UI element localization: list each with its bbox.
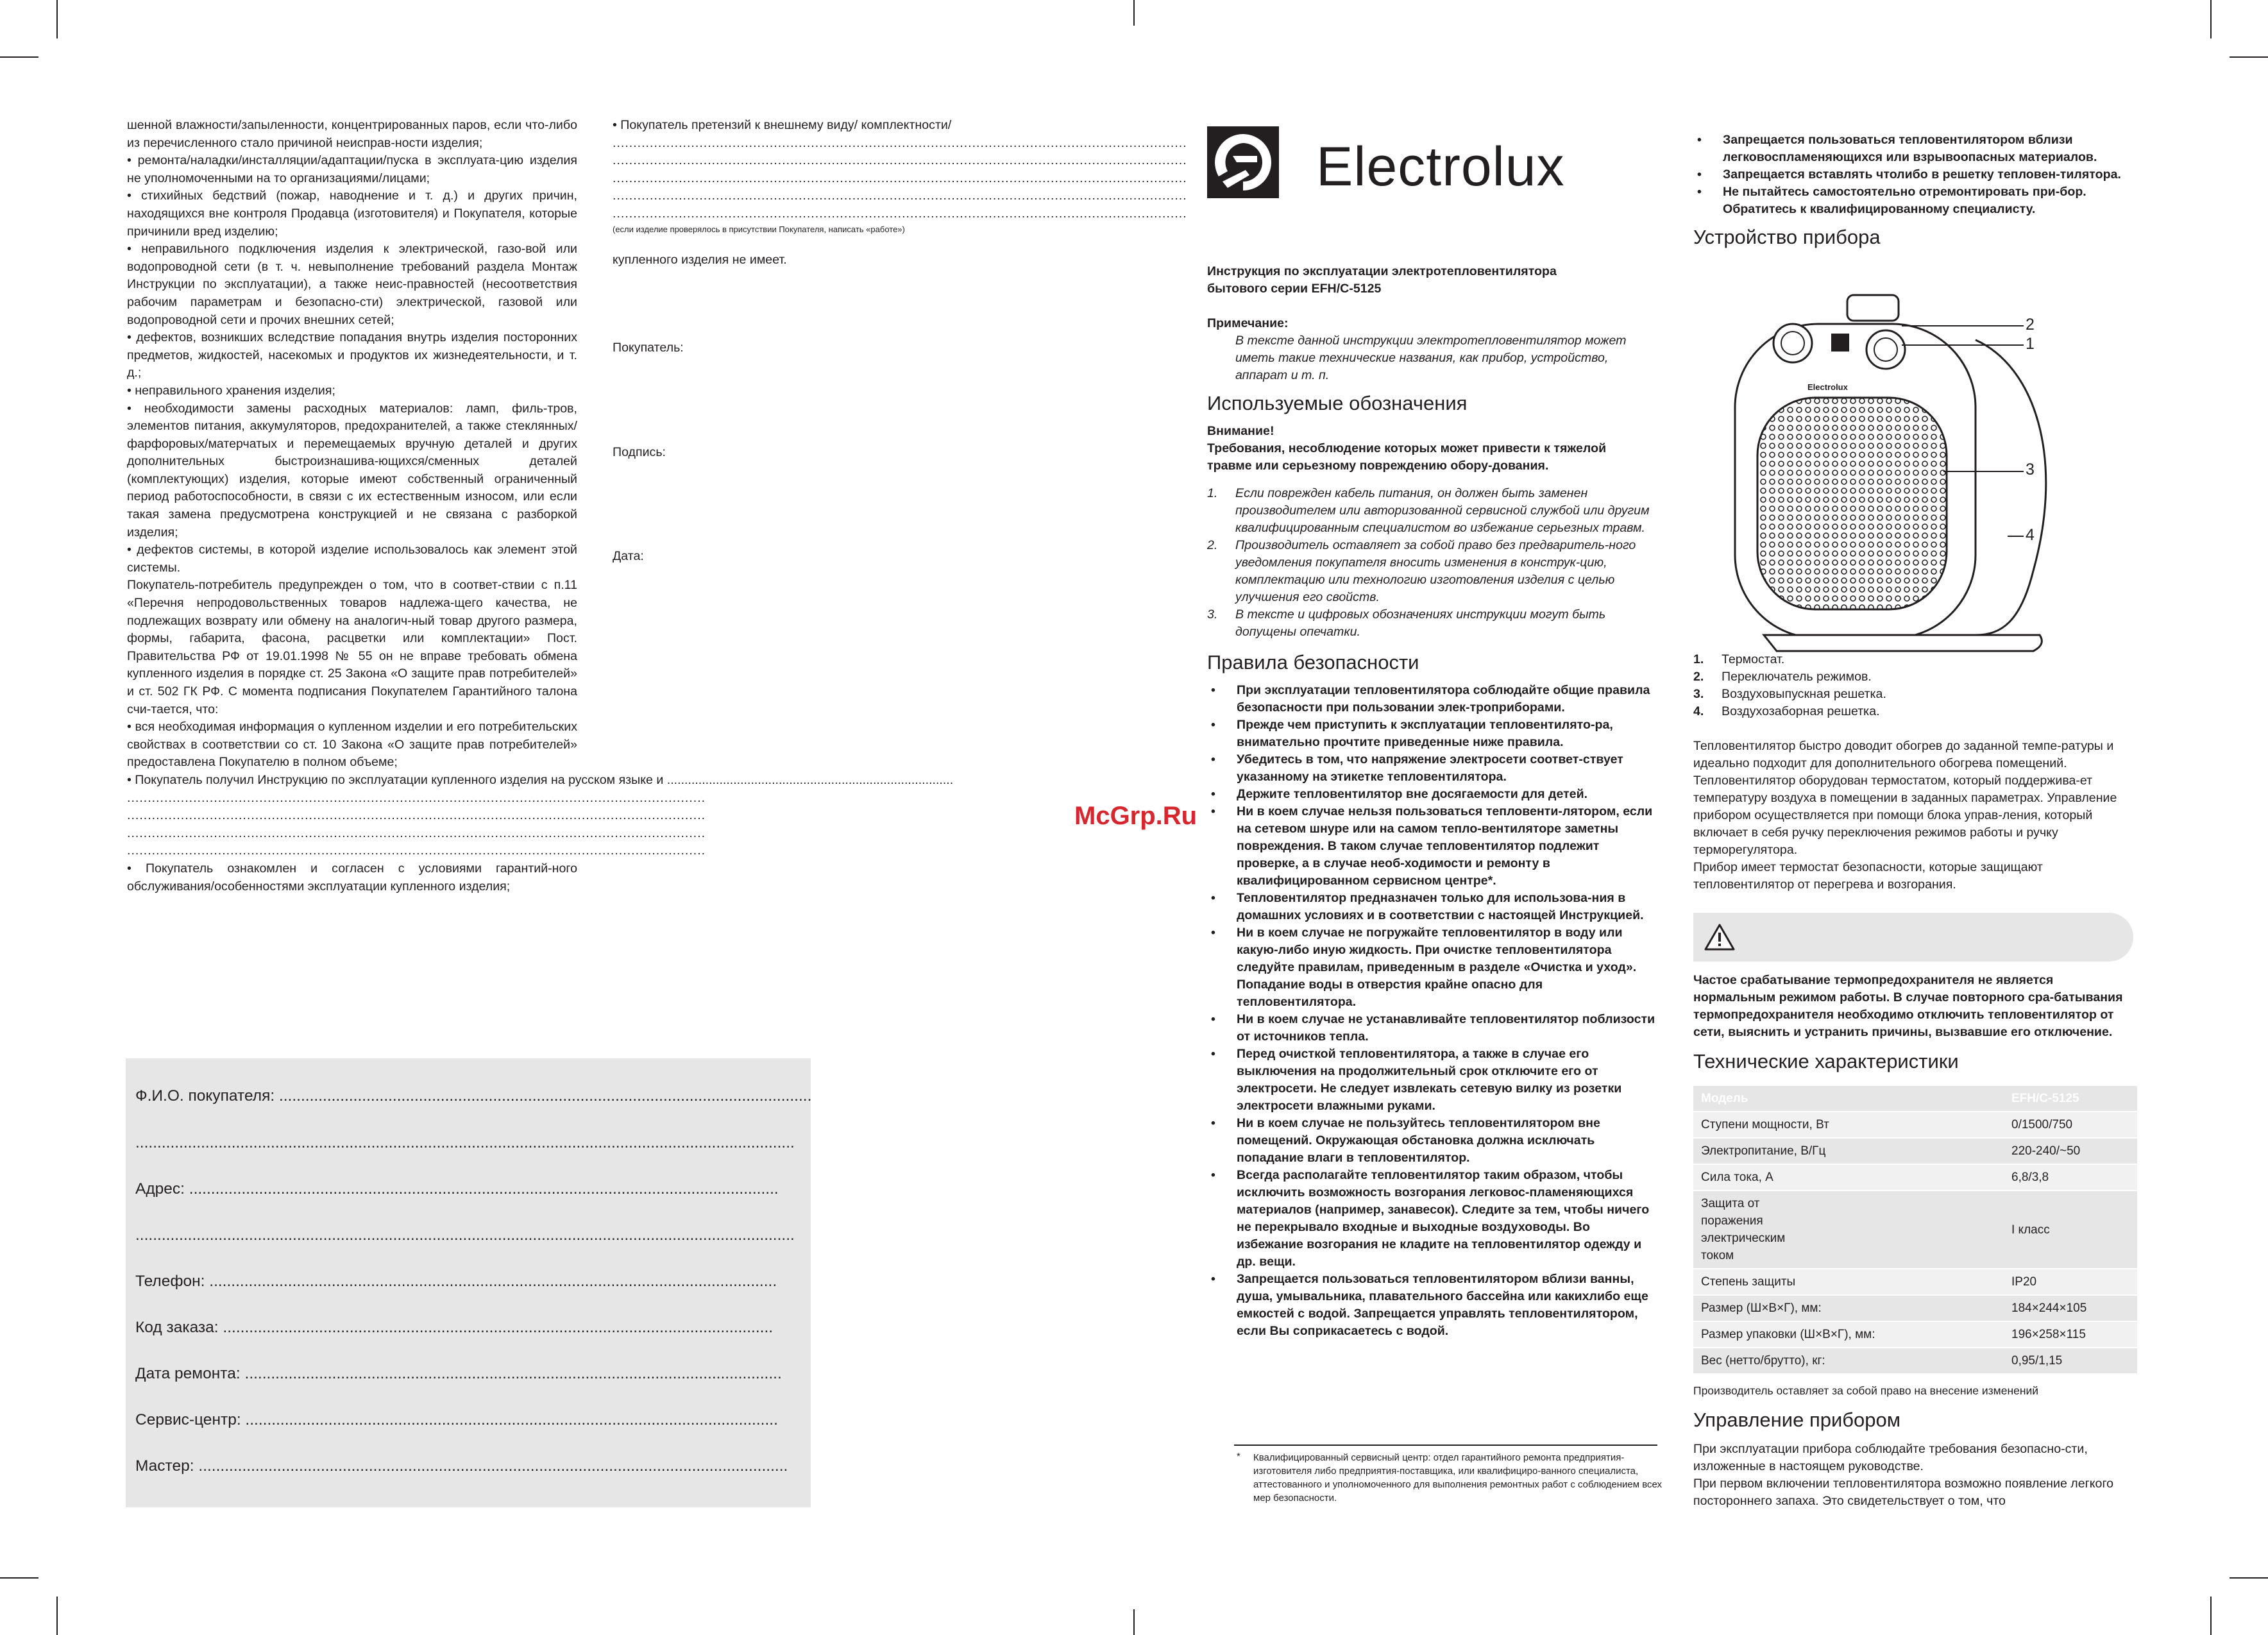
crop-mark — [56, 0, 58, 38]
safety-rule: • Запрещается пользоваться тепловентилятором вблизи легковоспламеняющихся или взрывоопасных материалов. — [1693, 131, 2142, 166]
crop-mark — [1133, 0, 1135, 26]
crop-mark — [2230, 1577, 2268, 1579]
warranty-paragraph: • вся необходимая информация о купленном изделии и его потребительских свойствах в соответствии со ст. 10 Закона «О защите прав потребителей» предоставлена Покупателю в полном объеме; — [127, 720, 577, 770]
safety-rule: • Держите тепловентилятор вне досягаемости для детей. — [1207, 786, 1656, 803]
form-field-label: Мастер: — [135, 1457, 194, 1475]
part-number: 4. — [1693, 704, 1704, 718]
form-field-repair-date[interactable]: Дата ремонта: ........................................................................................................................... — [135, 1365, 782, 1382]
warranty-paragraph: • ремонта/наладки/инсталляции/адаптации/пуска в эксплуата-цию изделия не уполномоченными на то организациями/лицами; — [127, 153, 577, 185]
attention-label: Внимание! — [1207, 424, 1274, 438]
fill-line: ............................................................................................................................................ — [127, 808, 706, 823]
part-text: Воздухозаборная решетка. — [1722, 704, 1880, 718]
footnote: Квалифицированный сервисный центр: отдел гарантийного ремонта предприятия-изготовителя либо предприятия-поставщика, или квалифициро-ванного специалиста, аттестованного и уполномоченного для выполнения ремонтных работ с соблюдением всех мер безопасности. — [1253, 1452, 1663, 1504]
warranty-paragraph: • дефектов, возникших вследствие попадания внутрь изделия посторонних предметов, жидкостей, насекомых и продуктов их жизнедеятельности, и т. д.; — [127, 330, 577, 380]
header-cell: Модель — [1693, 1086, 2004, 1112]
form-field-label: Дата ремонта: — [135, 1365, 241, 1382]
description-paragraph: Тепловентилятор оборудован термостатом, который поддержива-ет температуру воздуха в помещении в заданных параметрах. Управление прибором осуществляется при помощи блока управ-ления, который включает в себя ручку переключения режимов работы и ручку терморегулятора. — [1693, 774, 2117, 857]
part-number: 3. — [1693, 687, 1704, 701]
item-number: 2. — [1207, 538, 1218, 552]
specs-table — [1693, 1086, 2137, 1375]
notes-list — [1207, 485, 1656, 641]
safety-rule: • Тепловентилятор предназначен только для использова-ния в домашних условиях и в соответствии с настоящей Инструкцией. — [1207, 890, 1656, 924]
form-field-label: Код заказа: — [135, 1319, 219, 1336]
table-row — [1693, 1321, 2137, 1348]
no-claims-text: купленного изделия не имеет. — [613, 252, 787, 267]
buyer-confirmation-column — [613, 117, 1187, 566]
table-row — [1693, 1164, 2137, 1190]
note-text: В тексте данной инструкции электротепловентилятор может иметь такие технические названия, как прибор, устройство, аппарат и т. п. — [1235, 334, 1627, 382]
signature-label: Подпись: — [613, 445, 666, 459]
specs-note: Производитель оставляет за собой право на внесение изменений — [1693, 1384, 2039, 1397]
spec-value: 196×258×115 — [2004, 1321, 2137, 1348]
footnote-mark: * — [1237, 1451, 1240, 1462]
warranty-paragraph: • Покупатель ознакомлен и согласен с условиями гарантий-ного обслуживания/особенностями эксплуатации купленного изделия; — [127, 861, 577, 894]
list-item — [1207, 485, 1656, 537]
item-text: Производитель оставляет за собой право без предваритель-ного уведомления покупателя вносить изменения в конструк-цию, комплектацию или технологию изготовления изделия с целью улучшения его свойств. — [1235, 538, 1636, 604]
control-paragraph: При первом включении тепловентилятора возможно появление легкого постороннего запаха. Это свидетельствует о том, что — [1693, 1477, 2114, 1508]
part-item — [1693, 651, 2142, 668]
callout-1: 1 — [2026, 335, 2035, 353]
brand-name: Electrolux — [1316, 136, 1565, 198]
crop-mark — [2230, 56, 2268, 58]
crop-mark — [2210, 1597, 2212, 1635]
header-cell: EFH/C-5125 — [2004, 1086, 2137, 1112]
device-logo-label: Electrolux — [1807, 382, 1848, 392]
spec-value: 6,8/3,8 — [2004, 1164, 2137, 1190]
safety-rule: • Ни в коем случае не пользуйтесь тепловентилятором вне помещений. Окружающая обстановка должна исключать попадание влаги в тепловентилятор. — [1207, 1115, 1656, 1167]
attention-text: Требования, несоблюдение которых может привести к тяжелой травме или серьезному повреждению обору-дования. — [1207, 441, 1607, 473]
symbols-heading: Используемые обозначения — [1207, 392, 1468, 414]
form-field-label: Телефон: — [135, 1273, 205, 1290]
form-field-buyer-name[interactable]: Ф.И.О. покупателя: .......................................................................................................................... — [135, 1087, 812, 1105]
footnote-rule — [1234, 1444, 1657, 1446]
warranty-paragraph: • неправильного подключения изделия к электрической, газо-вой или водопроводной сети (в т. ч. невыполнение требований раздела Монтаж Инструкции по эксплуатации), а также неис-правностей (несоответствия рабочим параметрам и безопасно-сти) электрической, газовой или водопроводной сети и прочих внешних сетей; — [127, 242, 577, 327]
list-item — [1207, 537, 1656, 606]
warranty-paragraph: • неправильного хранения изделия; — [127, 383, 335, 398]
spec-name: Вес (нетто/брутто), кг: — [1693, 1348, 2004, 1374]
crop-mark — [1133, 1609, 1135, 1635]
fill-line: ........................................................................................................................................... — [613, 153, 1187, 168]
spec-name: Сила тока, А — [1693, 1164, 2004, 1190]
part-text: Термостат. — [1722, 652, 1785, 666]
safety-rule: • Прежде чем приступить к эксплуатации тепловентилято-ра, внимательно прочтите приведенные ниже правила. — [1207, 716, 1656, 751]
electrolux-logo — [1207, 126, 1618, 198]
warning-text: Частое срабатывание термопредохранителя не является нормальным режимом работы. В случае повторного сра-батывания термопредохранителя необходимо отключить тепловентилятор от сети, выяснить и устранить причины, вызвавшие его отключение. — [1693, 973, 2123, 1039]
table-row — [1693, 1348, 2137, 1374]
warranty-paragraph: • стихийных бедствий (пожар, наводнение и т. д.) и других причин, находящихся вне контроля Продавца (изготовителя) и Покупателя, которые причинили вред изделию; — [127, 189, 577, 239]
item-number: 3. — [1207, 607, 1218, 622]
manual-title: Инструкция по эксплуатации электротепловентилятора бытового серии EFH/C-5125 — [1207, 264, 1557, 296]
warranty-paragraph: • дефектов системы, в которой изделие использовалось как элемент этой системы. — [127, 543, 577, 575]
spec-value: 0/1500/750 — [2004, 1112, 2137, 1138]
callout-4: 4 — [2026, 526, 2035, 544]
form-field-label: Сервис-центр: — [135, 1411, 241, 1428]
spec-name: Электропитание, В/Гц — [1693, 1138, 2004, 1164]
safety-rule: • Убедитесь в том, что напряжение электросети соответ-ствует указанному на этикетке тепловентилятора. — [1207, 751, 1656, 786]
parts-list — [1693, 651, 2142, 720]
specs-heading: Технические характеристики — [1693, 1050, 1959, 1072]
safety-rule: • Перед очисткой тепловентилятора, а также в случае его выключения на продолжительный срок отключите его от электросети. Не следует извлекать сетевую вилку из розетки электросети влажными руками. — [1207, 1046, 1656, 1115]
check-note: (если изделие проверялось в присутствии Покупателя, написать «работе») — [613, 224, 905, 234]
part-number: 1. — [1693, 652, 1704, 666]
part-item — [1693, 703, 2142, 720]
control-paragraph: При эксплуатации прибора соблюдайте требования безопасно-сти, изложенные в настоящем руководстве. — [1693, 1442, 2088, 1473]
form-field-master[interactable]: Мастер: ....................................................................................................................................... — [135, 1457, 788, 1475]
claims-line: • Покупатель претензий к внешнему виду/ комплектности/ — [613, 118, 952, 132]
part-text: Переключатель режимов. — [1722, 670, 1872, 684]
form-field-label: Адрес: — [135, 1180, 185, 1198]
list-item — [1207, 606, 1656, 641]
spec-name: Размер (Ш×В×Г), мм: — [1693, 1295, 2004, 1321]
table-row — [1693, 1112, 2137, 1138]
spec-name: Ступени мощности, Вт — [1693, 1112, 2004, 1138]
warning-bar — [1693, 913, 2133, 962]
item-text: В тексте и цифровых обозначениях инструкции могут быть допущены опечатки. — [1235, 607, 1606, 639]
safety-rules-list — [1207, 682, 1656, 1340]
warranty-paragraph: • необходимости замены расходных материалов: ламп, филь-тров, элементов питания, аккумуляторов, предохранителей, а также стеклянных/фарфоровых/матерчатых и перемещаемых вручную деталей и других дополнительных быстроизнашива-ющихся/сменных деталей (комплектующих) изделия, которые имеют собственный ограниченный период работоспособности, в связи с их естественным износом, или если такая замена предусмотрена конструкцией и не связана с разборкой изделия; — [127, 401, 577, 539]
callout-3: 3 — [2026, 461, 2035, 479]
spec-name: Размер упаковки (Ш×В×Г), мм: — [1693, 1321, 2004, 1348]
warranty-paragraph: шенной влажности/запыленности, концентрированных паров, если что-либо из перечисленного стало причиной неисправ-ности изделия; — [127, 118, 577, 150]
form-field-label: Ф.И.О. покупателя: — [135, 1087, 275, 1105]
crop-mark — [0, 1577, 38, 1579]
form-field-buyer-name-cont[interactable]: ....................................................................................................................................................... — [135, 1134, 795, 1151]
fill-line: ........................................................................................................................................... — [613, 135, 1187, 150]
table-row — [1693, 1295, 2137, 1321]
part-item — [1693, 668, 2142, 686]
fill-line: ............................................................................................................................................ — [127, 843, 706, 858]
safety-heading: Правила безопасности — [1207, 651, 1419, 673]
spec-name: Степень защиты — [1693, 1269, 2004, 1295]
crop-mark — [0, 56, 38, 58]
spec-value: 0,95/1,15 — [2004, 1348, 2137, 1374]
safety-rule: • Не пытайтесь самостоятельно отремонтировать при-бор. Обратитесь к квалифицированному специалисту. — [1693, 183, 2142, 218]
control-heading: Управление прибором — [1693, 1409, 1901, 1431]
spec-name: Защита от поражения электрическим током — [1693, 1190, 2004, 1269]
safety-rule: • Всегда располагайте тепловентилятор таким образом, чтобы исключить возможность возгорания легковос-пламеняющихся материалов (например, занавесок). Следите за тем, чтобы ничего не перекрывало входные и выходные воздуховоды. Во избежание возгорания не кладите на тепловентилятор одежду и др. вещи. — [1207, 1167, 1656, 1271]
item-text: Если поврежден кабель питания, он должен быть заменен производителем или авторизованной сервисной службой или другим квалифицированным специалистом во избежание серьезных травм. — [1235, 486, 1650, 535]
buyer-label: Покупатель: — [613, 341, 684, 355]
fill-line: ............................................................................................................................................ — [127, 826, 706, 840]
form-field-order-code[interactable]: Код заказа: .............................................................................................................................. — [135, 1319, 774, 1336]
safety-rule: • Запрещается пользоваться тепловентилятором вблизи ванны, душа, умывальника, плавательного бассейна или какихлибо еще емкостей с водой. Запрещается управлять тепловентилятором, если Вы соприкасаетесь с водой. — [1207, 1271, 1656, 1340]
safety-rule: • Ни в коем случае нельзя пользоваться тепловенти-лятором, если на сетевом шнуре или на самом тепло-вентиляторе заметны повреждения. В таком случае тепловентилятор подлежит проверке, а в случае необ-ходимости и ремонту в квалифицированном сервисном центре*. — [1207, 803, 1656, 890]
manual-received-text: • Покупатель получил Инструкцию по эксплуатации купленного изделия на русском языке и — [127, 772, 664, 787]
safety-rule: • При эксплуатации тепловентилятора соблюдайте общие правила безопасности при пользовании элек-троприборами. — [1207, 682, 1656, 716]
heater-drawing — [1732, 289, 2065, 654]
form-field-service-center[interactable]: Сервис-центр: .......................................................................................................................... — [135, 1411, 778, 1428]
form-field-address[interactable]: Адрес: ....................................................................................................................................... — [135, 1180, 779, 1198]
item-number: 1. — [1207, 486, 1218, 500]
watermark: McGrp.Ru — [1074, 802, 1197, 830]
spec-value: IP20 — [2004, 1269, 2137, 1295]
electrolux-emblem-icon — [1207, 126, 1279, 198]
form-field-address-cont[interactable]: ....................................................................................................................................................... — [135, 1226, 795, 1244]
safety-rule: • Запрещается вставлять чтолибо в решетку тепловен-тилятора. — [1693, 166, 2142, 183]
fill-line: ........................................................................................................................................... — [613, 171, 1187, 185]
part-item — [1693, 686, 2142, 703]
crop-mark — [2210, 0, 2212, 38]
spec-value: 220-240/~50 — [2004, 1138, 2137, 1164]
note-label: Примечание: — [1207, 316, 1289, 330]
fill-line: ........................................................................................................................................... — [613, 206, 1187, 221]
table-row — [1693, 1138, 2137, 1164]
device-description — [1693, 651, 2142, 1510]
spec-value: I класс — [2004, 1190, 2137, 1269]
device-column — [1693, 131, 2142, 250]
description-paragraph: Прибор имеет термостат безопасности, которые защищают тепловентилятор от перегрева и возгорания. — [1693, 860, 2043, 892]
warning-triangle-icon — [1704, 923, 1736, 951]
part-number: 2. — [1693, 670, 1704, 684]
top-rules-list — [1693, 131, 2142, 218]
description-paragraph: Тепловентилятор быстро доводит обогрев до заданной темпе-ратуры и идеально подходит для дополнительного обогрева помещений. — [1693, 739, 2114, 770]
warranty-paragraph: • Покупатель получил Инструкцию по эксплуатации купленного изделия на русском языке и .................................................................................. — [127, 772, 954, 787]
heater-diagram — [1732, 289, 2065, 654]
service-form — [126, 1058, 811, 1507]
fill-line: ........................................................................................................................................... — [613, 189, 1187, 203]
callout-2: 2 — [2026, 316, 2035, 334]
part-text: Воздуховыпускная решетка. — [1722, 687, 1886, 701]
table-row — [1693, 1190, 2137, 1269]
crop-mark — [56, 1597, 58, 1635]
fill-line: ............................................................................................................................................ — [127, 790, 706, 805]
date-label: Дата: — [613, 549, 644, 564]
safety-rule: • Ни в коем случае не погружайте тепловентилятор в воду или какую-либо иную жидкость. При очистке тепловентилятора следуйте правилам, приведенным в разделе «Очистка и уход». Попадание воды в отверстия крайне опасно для тепловентилятора. — [1207, 924, 1656, 1011]
spec-value: 184×244×105 — [2004, 1295, 2137, 1321]
warranty-paragraph: Покупатель-потребитель предупрежден о том, что в соответ-ствии с п.11 «Перечня непродовольственных товаров надлежа-щего качества, не подлежащих возврату или обмену на аналогич-ный товар другого размера, формы, габарита, фасона, расцветки или комплектации» Пост. Правительства РФ от 19.01.1998 № 55 он не вправе требовать обмена купленного изделия в порядке ст. 25 Закона «О защите прав потребителей» и ст. 502 ГК РФ. С момента подписания Покупателем Гарантийного талона счи-тается, что: — [127, 578, 577, 716]
instructions-column — [1207, 263, 1656, 1340]
table-row — [1693, 1269, 2137, 1295]
form-field-phone[interactable]: Телефон: .................................................................................................................................. — [135, 1273, 777, 1290]
table-header-row — [1693, 1086, 2137, 1112]
safety-rule: • Ни в коем случае не устанавливайте тепловентилятор поблизости от источников тепла. — [1207, 1011, 1656, 1046]
device-heading: Устройство прибора — [1693, 226, 1881, 248]
